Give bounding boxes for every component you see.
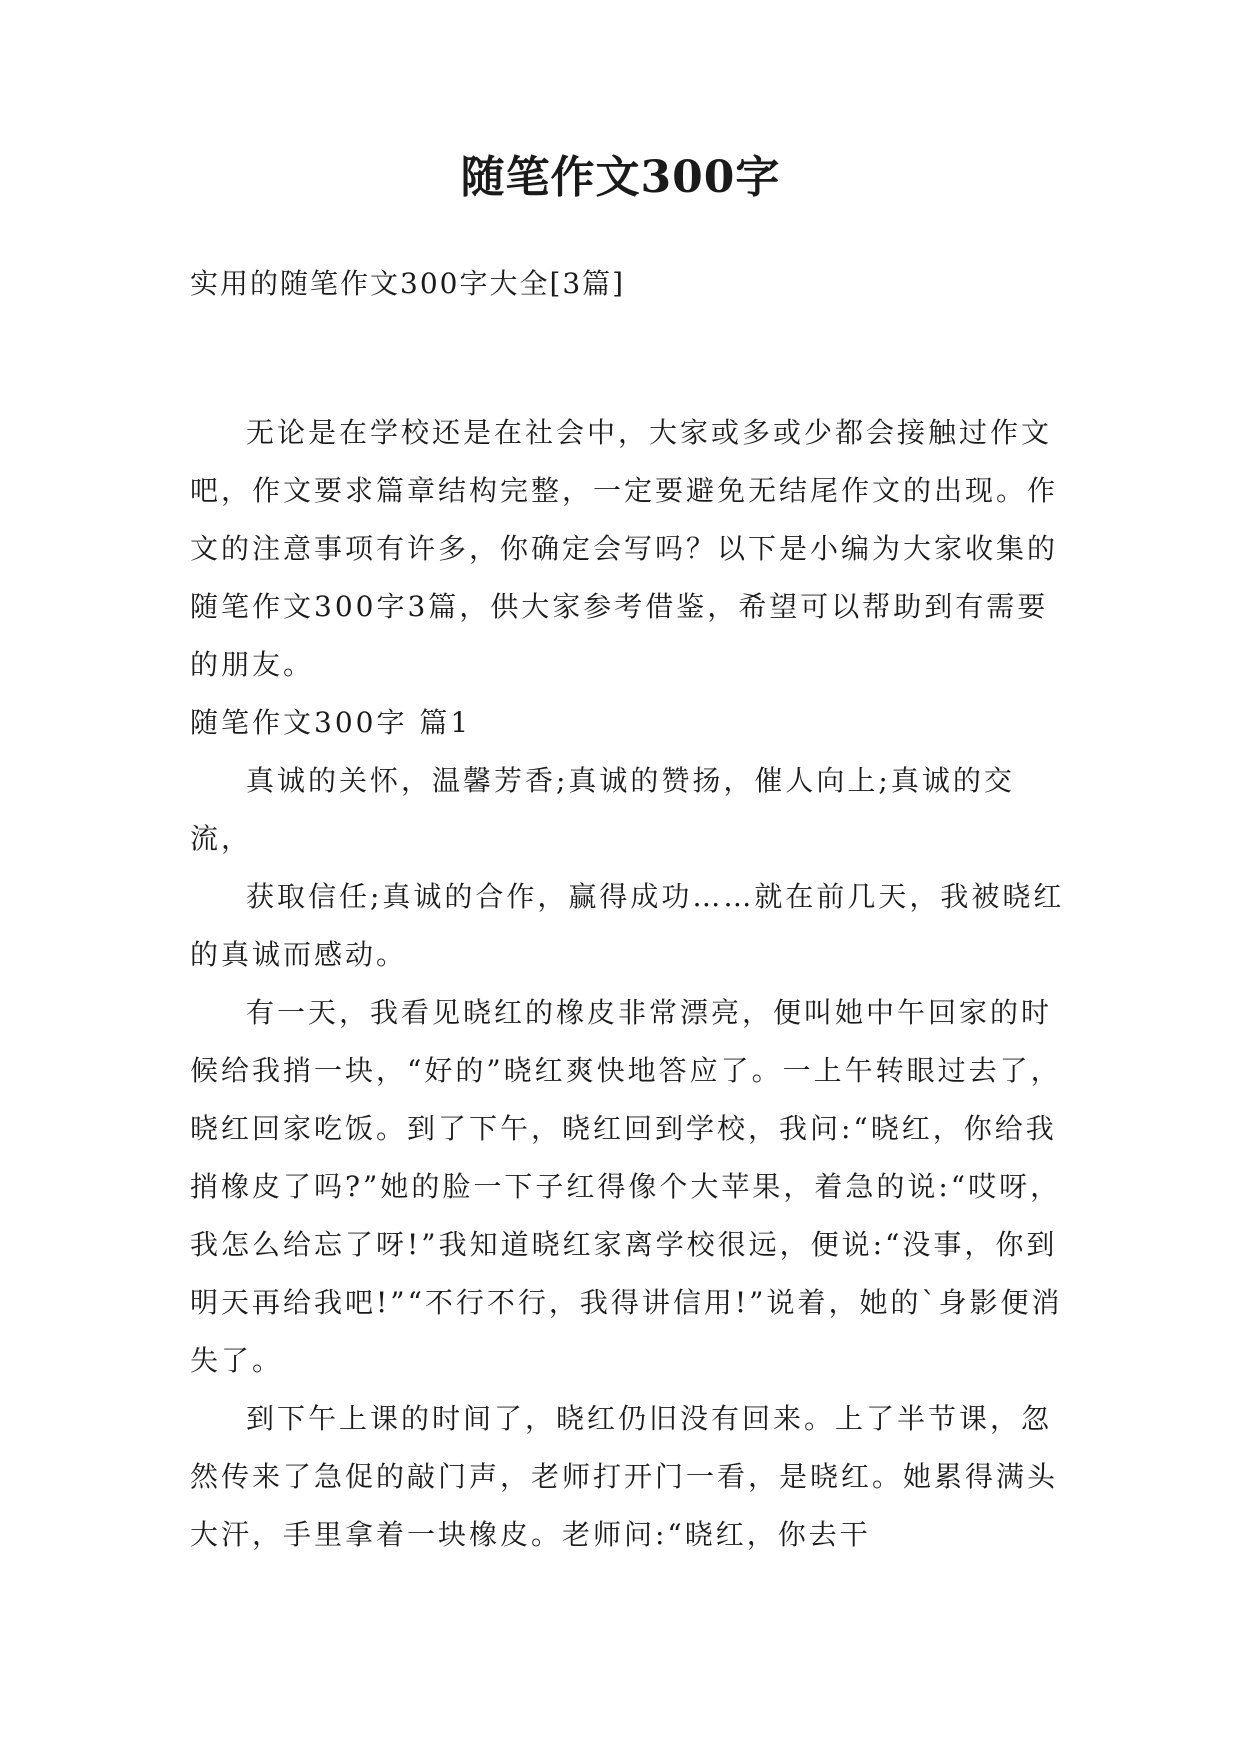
body-paragraph: 到下午上课的时间了，晓红仍旧没有回来。上了半节课，忽然传来了急促的敲门声，老师打开门一看，是晓红。她累得满头大汗，手里拿着一块橡皮。老师问:“晓红，你去干 bbox=[190, 1402, 1059, 1551]
intro-paragraph: 无论是在学校还是在社会中，大家或多或少都会接触过作文吧，作文要求篇章结构完整，一定要避免无结尾作文的出现。作文的注意事项有许多，你确定会写吗？以下是小编为大家收集的随笔作文300字3篇，供大家参考借鉴，希望可以帮助到有需要的朋友。 bbox=[190, 416, 1059, 681]
document-body bbox=[190, 404, 1070, 1564]
section-heading: 随笔作文300字 篇1 bbox=[190, 706, 472, 739]
body-paragraph: 有一天，我看见晓红的橡皮非常漂亮，便叫她中午回家的时候给我捎一块，“好的”晓红爽快地答应了。一上午转眼过去了，晓红回家吃饭。到了下午，晓红回到学校，我问:“晓红，你给我捎橡皮了吗?”她的脸一下子红得像个大苹果，着急的说:“哎呀，我怎么给忘了呀!”我知道晓红家离学校很远，便说:“没事，你到明天再给我吧!”“不行不行，我得讲信用!”说着，她的`身影便消失了。 bbox=[190, 996, 1063, 1377]
body-paragraph: 真诚的关怀，温馨芳香;真诚的赞扬，催人向上;真诚的交流， bbox=[190, 764, 1015, 855]
document-subtitle: 实用的随笔作文300字大全[3篇] bbox=[190, 267, 626, 300]
body-paragraph: 获取信任;真诚的合作，赢得成功……就在前几天，我被晓红的真诚而感动。 bbox=[190, 880, 1065, 971]
document-title: 随笔作文300字 bbox=[460, 152, 781, 203]
